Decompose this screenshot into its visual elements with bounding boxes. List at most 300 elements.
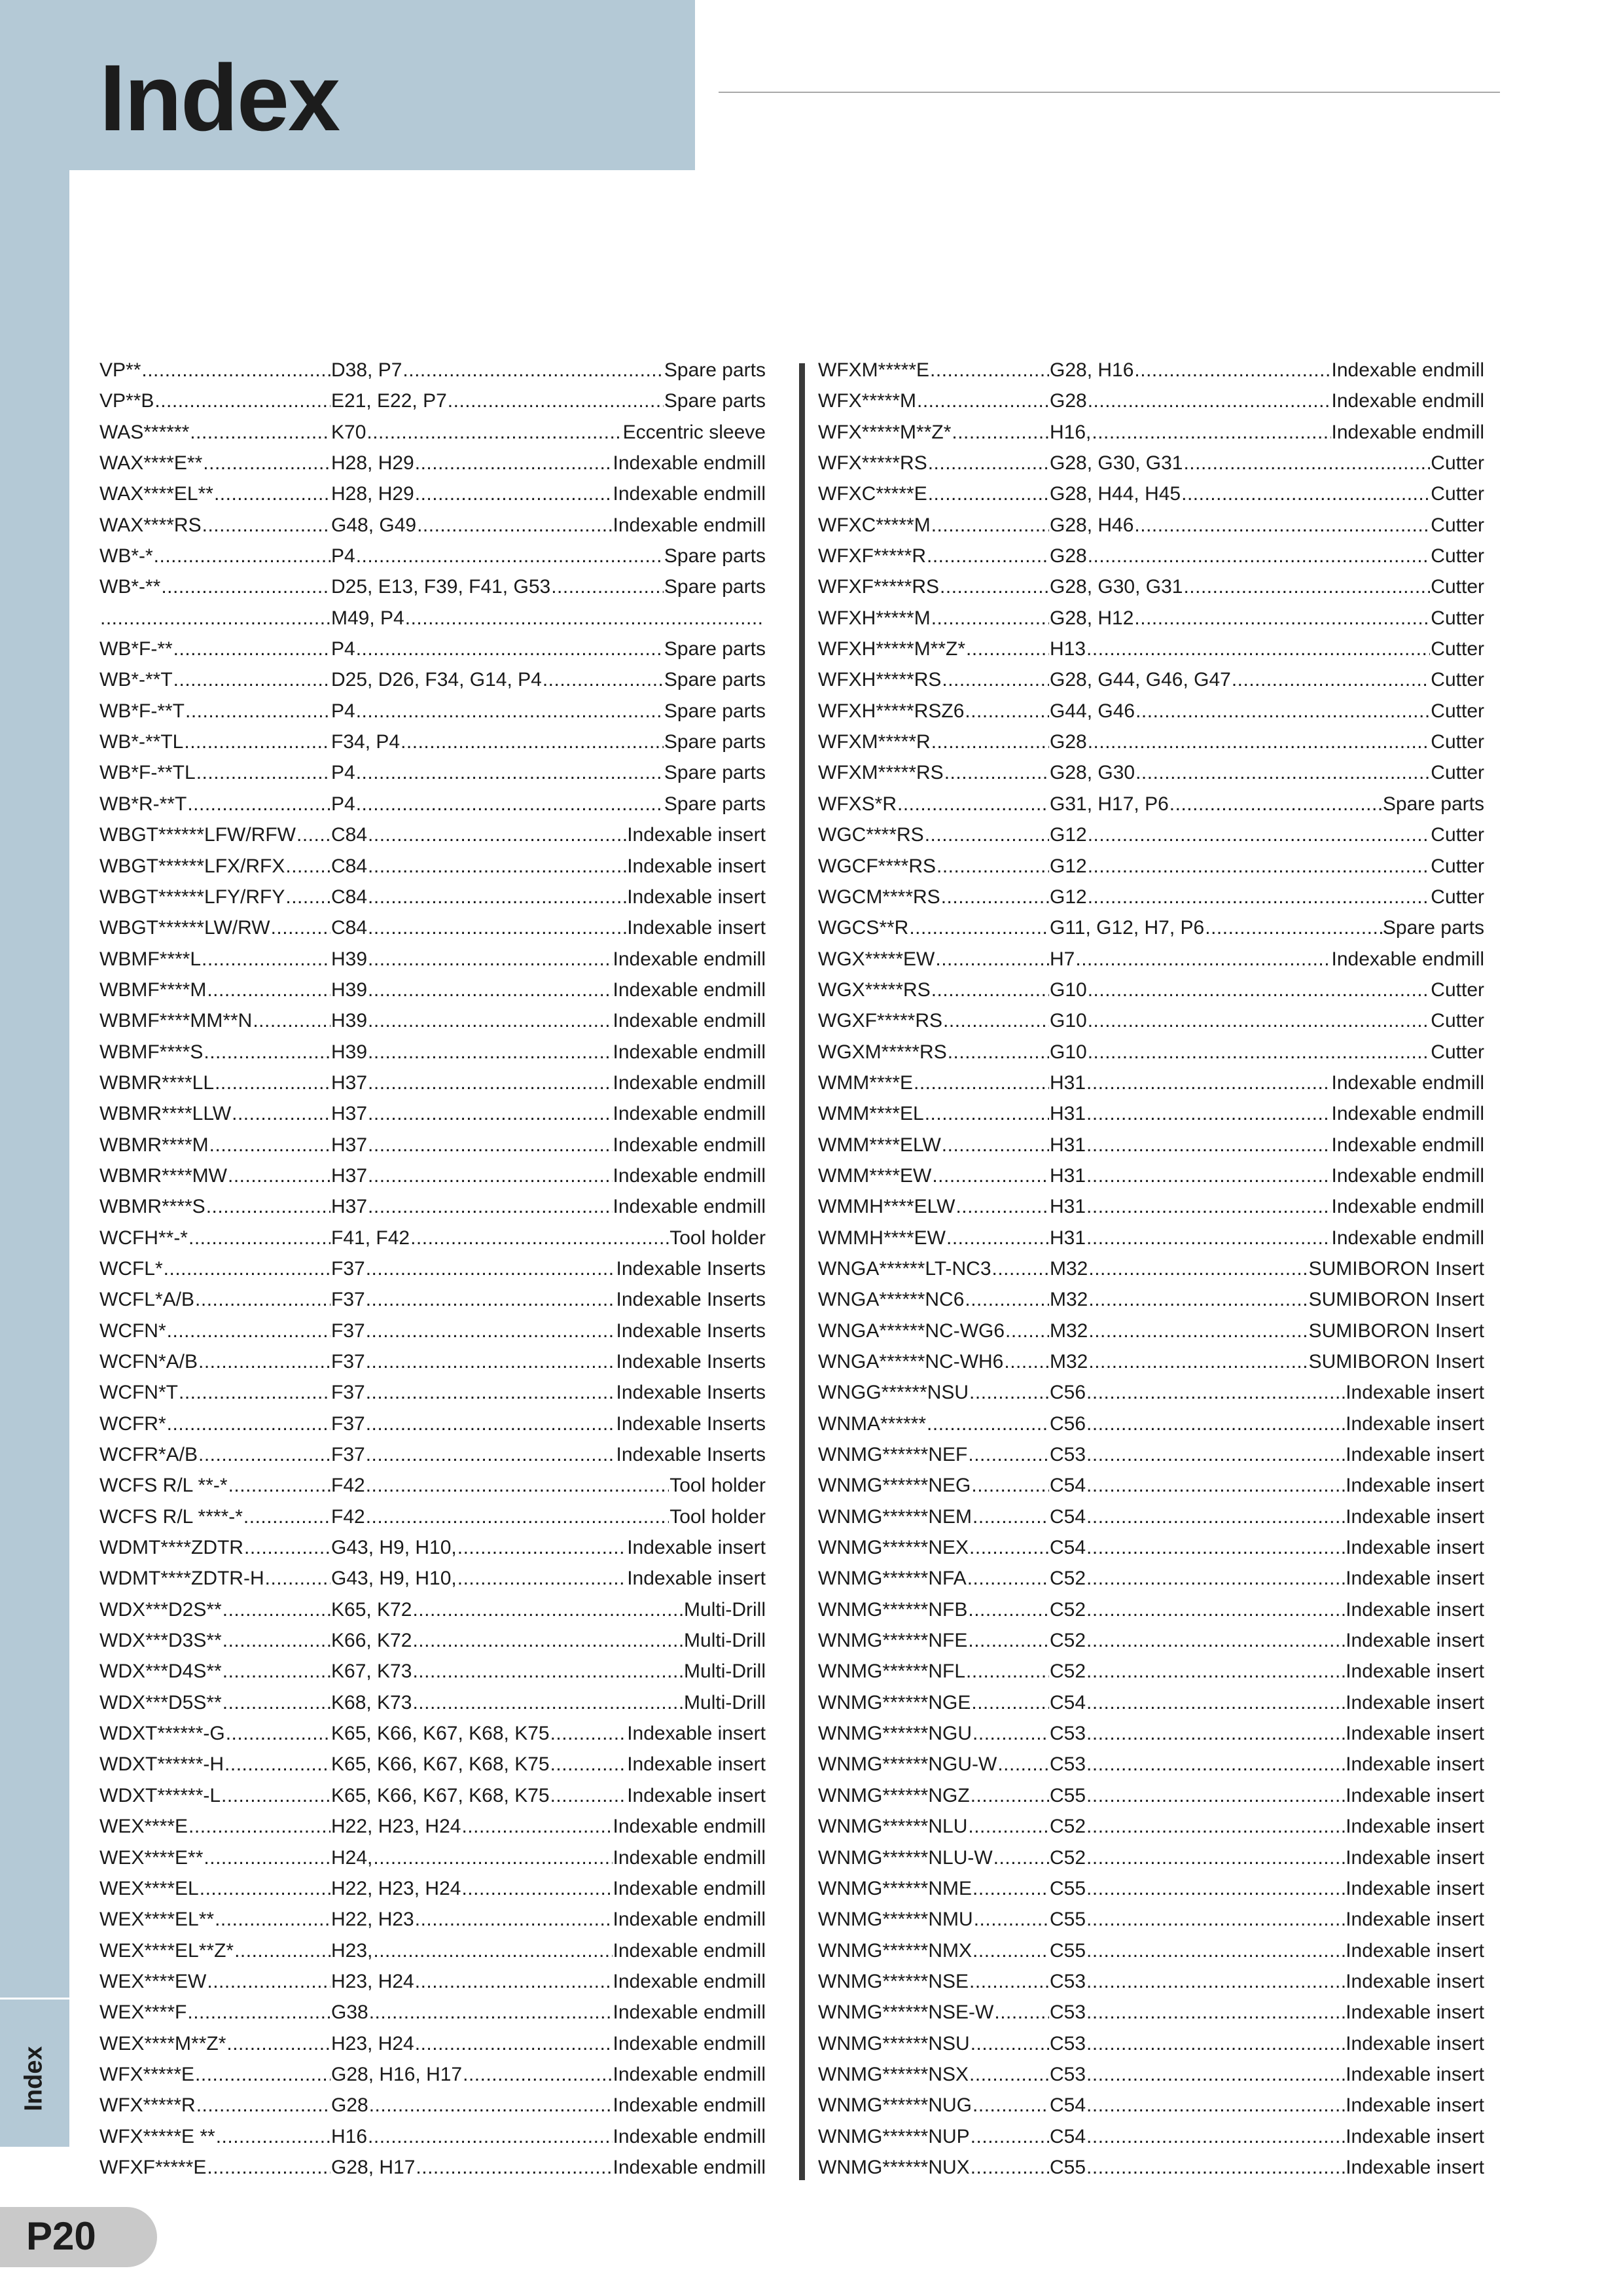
entry-code-cell <box>818 1997 1050 2028</box>
entry-category: Cutter <box>1431 638 1484 660</box>
index-entry <box>818 789 1484 819</box>
dot-leader <box>368 819 626 850</box>
dot-leader <box>1004 1346 1049 1377</box>
index-entry <box>818 1037 1484 1067</box>
entry-category: Indexable Inserts <box>616 1412 766 1435</box>
entry-page-ref: G28, G30, G31 <box>1050 576 1183 598</box>
index-entry <box>99 1408 766 1439</box>
index-entry <box>99 386 766 416</box>
entry-code-cell <box>818 1904 1050 1935</box>
dot-leader <box>188 1223 330 1253</box>
dot-leader <box>971 1470 1049 1501</box>
entry-category: Indexable insert <box>1346 1475 1484 1497</box>
entry-code-cell <box>818 1935 1050 1966</box>
dot-leader <box>356 789 664 819</box>
index-entry <box>818 1191 1484 1222</box>
dot-leader <box>972 1873 1049 1904</box>
dot-leader <box>952 417 1049 448</box>
index-entry <box>99 1625 766 1656</box>
index-entry <box>99 478 766 509</box>
dot-leader <box>173 664 330 695</box>
dot-leader <box>410 1223 669 1253</box>
dot-leader <box>1135 757 1430 788</box>
entry-page-ref: C54 <box>1050 1505 1086 1528</box>
dot-leader <box>935 944 1049 975</box>
entry-detail-cell <box>331 1470 766 1501</box>
entry-code: WGCS**R <box>818 917 909 939</box>
dot-leader <box>1086 1873 1345 1904</box>
entry-code-cell <box>99 1749 331 1780</box>
entry-category: Indexable insert <box>627 855 766 877</box>
entry-detail-cell <box>1050 1501 1484 1532</box>
entry-detail-cell <box>331 1656 766 1687</box>
entry-code: WMMH****EW <box>818 1227 946 1249</box>
entry-code: WCFL* <box>99 1257 163 1280</box>
dot-leader <box>1086 1563 1345 1594</box>
entry-category: Indexable insert <box>1346 1909 1484 1931</box>
entry-code-cell <box>99 1191 331 1222</box>
entry-page-ref: E21, E22, P7 <box>331 390 447 412</box>
entry-category: Indexable endmill <box>1331 1071 1484 1094</box>
entry-category: Indexable endmill <box>613 1939 766 1962</box>
entry-code-cell <box>818 1687 1050 1718</box>
entry-page-ref: G28, G44, G46, G47 <box>1050 669 1231 691</box>
entry-category: Indexable endmill <box>1331 948 1484 970</box>
entry-code: WNMG******NEG <box>818 1475 971 1497</box>
dot-leader <box>1086 2028 1345 2059</box>
entry-detail-cell <box>1050 510 1484 541</box>
entry-detail-cell <box>1050 2059 1484 2090</box>
entry-detail-cell <box>1050 944 1484 975</box>
dot-leader <box>1086 1067 1330 1098</box>
index-entry <box>818 1253 1484 1284</box>
dot-leader <box>1086 634 1430 664</box>
entry-category: Indexable insert <box>627 1537 766 1559</box>
index-entry <box>818 478 1484 509</box>
entry-code: WFXS*R <box>818 793 897 815</box>
entry-page-ref: G28, H12 <box>1050 607 1134 629</box>
entry-page-ref: C52 <box>1050 1598 1086 1621</box>
entry-code-cell <box>818 1067 1050 1098</box>
entry-category: Indexable endmill <box>1331 1227 1484 1249</box>
entry-code: WNGA******NC-WH6 <box>818 1351 1004 1372</box>
dot-leader <box>415 448 613 478</box>
index-entry <box>818 1470 1484 1501</box>
entry-page-ref: D25, E13, F39, F41, G53 <box>331 576 551 598</box>
dot-leader <box>969 2059 1049 2090</box>
index-entry <box>99 1191 766 1222</box>
entry-code-cell <box>818 355 1050 386</box>
dot-leader <box>185 696 330 726</box>
entry-category: Indexable endmill <box>613 978 766 1001</box>
index-column-right <box>818 355 1484 2183</box>
entry-page-ref: G28, H44, H45 <box>1050 483 1181 505</box>
dot-leader <box>202 944 330 975</box>
entry-code-cell <box>99 1316 331 1346</box>
entry-page-ref: G28 <box>331 2094 368 2117</box>
entry-detail-cell <box>331 1223 766 1253</box>
entry-code-cell <box>818 448 1050 478</box>
entry-category: Cutter <box>1431 483 1484 505</box>
dot-leader <box>1134 510 1430 541</box>
entry-code-cell <box>818 1284 1050 1315</box>
entry-page-ref: P4 <box>331 638 355 660</box>
dot-leader <box>931 975 1049 1005</box>
entry-category: Cutter <box>1431 607 1484 629</box>
dot-leader <box>1088 726 1431 757</box>
entry-detail-cell <box>1050 975 1484 1005</box>
entry-page-ref: G31, H17, P6 <box>1050 793 1169 815</box>
index-entry <box>818 1408 1484 1439</box>
entry-page-ref: G10 <box>1050 1041 1087 1063</box>
entry-detail-cell <box>331 1532 766 1563</box>
dot-leader <box>968 1594 1049 1625</box>
dot-leader <box>1088 882 1431 912</box>
entry-code: WCFR* <box>99 1412 166 1435</box>
index-entry <box>818 1439 1484 1470</box>
dot-leader <box>931 603 1049 634</box>
dot-leader <box>448 386 664 416</box>
entry-detail-cell <box>331 634 766 664</box>
entry-category: Indexable endmill <box>1331 1164 1484 1187</box>
dot-leader <box>1086 2059 1345 2090</box>
entry-page-ref: C84 <box>331 886 368 908</box>
dot-leader <box>993 1842 1049 1873</box>
entry-detail-cell <box>1050 1718 1484 1749</box>
dot-leader <box>226 1718 330 1749</box>
entry-code-cell <box>818 1098 1050 1129</box>
index-entry <box>99 2152 766 2183</box>
dot-leader <box>366 1408 616 1439</box>
entry-detail-cell <box>331 1439 766 1470</box>
dot-leader <box>1088 1346 1308 1377</box>
index-entry <box>99 1346 766 1377</box>
entry-code: WNGA******NC-WG6 <box>818 1319 1005 1342</box>
entry-page-ref: K68, K73 <box>331 1691 412 1713</box>
entry-code: WBMR****S <box>99 1196 205 1218</box>
dot-leader <box>1088 1284 1308 1315</box>
entry-category: Spare parts <box>1382 793 1484 815</box>
dot-leader <box>195 2059 330 2090</box>
entry-category: Indexable endmill <box>613 1846 766 1869</box>
entry-code: WGXF*****RS <box>818 1010 943 1032</box>
entry-page-ref: D38, P7 <box>331 359 402 381</box>
dot-leader <box>971 1687 1049 1718</box>
entry-page-ref: H16, <box>1050 421 1092 443</box>
entry-detail-cell <box>331 882 766 912</box>
index-entry <box>99 1873 766 1904</box>
entry-category: Cutter <box>1431 731 1484 753</box>
entry-category: Cutter <box>1431 545 1484 567</box>
entry-code: WFXF*****R <box>818 545 927 567</box>
index-entry <box>818 417 1484 448</box>
entry-category: Multi-Drill <box>684 1598 766 1621</box>
dot-leader <box>1086 2152 1345 2183</box>
entry-category: Indexable insert <box>627 1568 766 1590</box>
entry-code-cell <box>99 1873 331 1904</box>
dot-leader <box>196 757 330 788</box>
index-entry <box>99 510 766 541</box>
entry-page-ref: F41, F42 <box>331 1227 410 1249</box>
dot-leader <box>968 1625 1049 1656</box>
dot-leader <box>187 1997 330 2028</box>
index-entry <box>818 1749 1484 1780</box>
dot-leader <box>198 1439 330 1470</box>
dot-leader <box>1134 355 1330 386</box>
entry-code-cell <box>99 819 331 850</box>
entry-category: Indexable insert <box>627 1753 766 1776</box>
dot-leader <box>955 1191 1049 1222</box>
entry-page-ref: C53 <box>1050 1444 1086 1466</box>
entry-category: Indexable insert <box>1346 1444 1484 1466</box>
dot-leader <box>997 1749 1049 1780</box>
entry-code: WGCF****RS <box>818 855 936 877</box>
entry-page-ref: G44, G46 <box>1050 700 1135 722</box>
entry-code-cell <box>99 634 331 664</box>
dot-leader <box>369 1997 613 2028</box>
entry-category: Eccentric sleeve <box>622 421 766 443</box>
entry-code: WDXT******-L <box>99 1784 221 1806</box>
dot-leader <box>1088 541 1431 571</box>
entry-page-ref: P4 <box>331 700 355 722</box>
dot-leader <box>167 1408 330 1439</box>
index-entry <box>99 1935 766 1966</box>
entry-code: VP** <box>99 359 141 381</box>
entry-code-cell <box>99 1098 331 1129</box>
dot-leader <box>154 386 330 416</box>
index-entry <box>99 912 766 943</box>
entry-category: Cutter <box>1431 1041 1484 1063</box>
entry-code-cell <box>99 541 331 571</box>
entry-page-ref: G28, G30 <box>1050 762 1135 784</box>
dot-leader <box>215 1067 330 1098</box>
entry-code: WB*-* <box>99 545 153 567</box>
entry-code: WB*-**T <box>99 669 173 691</box>
dot-leader <box>1086 1718 1345 1749</box>
entry-detail-cell <box>1050 1842 1484 1873</box>
dot-leader <box>1088 386 1331 416</box>
entry-code-cell <box>99 1223 331 1253</box>
entry-category: Indexable insert <box>627 917 766 939</box>
dot-leader <box>1135 696 1430 726</box>
entry-code: WCFN* <box>99 1319 166 1342</box>
entry-code-cell <box>818 2152 1050 2183</box>
dot-leader <box>1183 571 1430 602</box>
dot-leader <box>457 1532 626 1563</box>
entry-page-ref: K67, K73 <box>331 1660 412 1683</box>
dot-leader <box>971 1780 1049 1811</box>
index-entry <box>99 2028 766 2059</box>
entry-detail-cell <box>331 1780 766 1811</box>
index-entry <box>99 355 766 386</box>
entry-code: WNMG******NME <box>818 1877 972 1899</box>
dot-leader <box>927 541 1049 571</box>
entry-code: WFX*****M**Z* <box>818 421 952 443</box>
entry-detail-cell <box>1050 1656 1484 1687</box>
index-entry <box>99 1501 766 1532</box>
dot-leader <box>368 1067 612 1098</box>
index-entry <box>818 1625 1484 1656</box>
entry-code: WNMG******NGE <box>818 1691 971 1713</box>
entry-detail-cell <box>331 448 766 478</box>
entry-code: WNMG******NEF <box>818 1444 968 1466</box>
entry-detail-cell <box>1050 1749 1484 1780</box>
entry-category: Indexable insert <box>1346 1568 1484 1590</box>
entry-detail-cell <box>1050 789 1484 819</box>
dot-leader <box>1086 1687 1345 1718</box>
index-entry <box>818 1377 1484 1408</box>
dot-leader <box>366 1470 669 1501</box>
entry-page-ref: M49, P4 <box>331 607 404 629</box>
index-entry <box>99 1966 766 1997</box>
index-entry <box>818 1532 1484 1563</box>
entry-code: WNMG******NFA <box>818 1568 967 1590</box>
dot-leader <box>936 851 1049 882</box>
entry-code: WEX****E <box>99 1816 188 1838</box>
entry-page-ref: H31 <box>1050 1071 1086 1094</box>
entry-detail-cell <box>331 912 766 943</box>
entry-category: Cutter <box>1431 1010 1484 1032</box>
entry-code: WCFS R/L **-* <box>99 1475 228 1497</box>
entry-code-cell <box>99 510 331 541</box>
dot-leader <box>897 789 1049 819</box>
dot-leader <box>368 1037 612 1067</box>
index-entry <box>99 1377 766 1408</box>
entry-detail-cell <box>331 386 766 416</box>
entry-detail-cell <box>331 478 766 509</box>
entry-code: WFXH*****RSZ6 <box>818 700 965 722</box>
dot-leader <box>228 1160 330 1191</box>
entry-code: WNGG******NSU <box>818 1382 969 1404</box>
entry-page-ref: F37 <box>331 1289 365 1311</box>
entry-code-cell <box>99 417 331 448</box>
entry-code-cell <box>818 1966 1050 1997</box>
entry-page-ref: C53 <box>1050 2001 1086 2024</box>
dot-leader <box>974 1904 1049 1935</box>
dot-leader <box>412 1594 683 1625</box>
entry-code: WGC****RS <box>818 824 924 846</box>
entry-page-ref: G28, H46 <box>1050 514 1134 536</box>
entry-category: Spare parts <box>664 793 766 815</box>
entry-category: Indexable endmill <box>613 1196 766 1218</box>
entry-code-cell <box>99 851 331 882</box>
entry-detail-cell <box>331 603 766 634</box>
entry-page-ref: C84 <box>331 855 368 877</box>
dot-leader <box>368 882 626 912</box>
entry-code-cell <box>99 757 331 788</box>
dot-leader <box>457 1563 626 1594</box>
entry-code: WGXM*****RS <box>818 1041 947 1063</box>
dot-leader <box>368 912 626 943</box>
entry-detail-cell <box>331 975 766 1005</box>
dot-leader <box>223 1687 330 1718</box>
entry-code: WCFN*T <box>99 1382 178 1404</box>
index-entry <box>99 2121 766 2152</box>
index-entry <box>99 1718 766 1749</box>
dot-leader <box>969 1532 1049 1563</box>
dot-leader <box>244 1532 330 1563</box>
entry-category: Indexable endmill <box>613 2063 766 2085</box>
index-entry <box>99 1005 766 1036</box>
entry-code-cell <box>99 1130 331 1160</box>
entry-page-ref: M32 <box>1050 1257 1088 1280</box>
entry-code: WMM****E <box>818 1071 914 1094</box>
entry-code: WNMG******NGU-W <box>818 1753 997 1776</box>
dot-leader <box>356 541 664 571</box>
entry-detail-cell <box>1050 1966 1484 1997</box>
dot-leader <box>405 603 765 634</box>
dot-leader <box>1086 1470 1345 1501</box>
dot-leader <box>1088 975 1431 1005</box>
entry-detail-cell <box>331 1563 766 1594</box>
entry-code-cell <box>99 2090 331 2121</box>
entry-code-cell <box>818 1532 1050 1563</box>
entry-code: WB*-**TL <box>99 731 184 753</box>
entry-category: Cutter <box>1431 700 1484 722</box>
dot-leader <box>214 478 330 509</box>
entry-detail-cell <box>1050 664 1484 695</box>
dot-leader <box>1086 2121 1345 2152</box>
entry-detail-cell <box>1050 757 1484 788</box>
dot-leader <box>1086 1408 1345 1439</box>
dot-leader <box>368 1191 612 1222</box>
entry-detail-cell <box>1050 417 1484 448</box>
dot-leader <box>1086 1904 1345 1935</box>
entry-code-cell <box>99 1501 331 1532</box>
dot-leader <box>207 1966 330 1997</box>
index-entry <box>99 1842 766 1873</box>
entry-category: Indexable insert <box>1346 1723 1484 1745</box>
dot-leader <box>463 2059 612 2090</box>
entry-code-cell <box>818 1408 1050 1439</box>
dot-leader <box>946 1223 1049 1253</box>
dot-leader <box>1205 912 1382 943</box>
entry-code: WBMR****LL <box>99 1071 215 1094</box>
index-entry <box>818 975 1484 1005</box>
dot-leader <box>914 1067 1049 1098</box>
entry-page-ref: D25, D26, F34, G14, P4 <box>331 669 542 691</box>
dot-leader <box>368 1160 612 1191</box>
entry-code: WCFR*A/B <box>99 1444 198 1466</box>
dot-leader <box>942 1130 1049 1160</box>
dot-leader <box>1086 1532 1345 1563</box>
dot-leader <box>187 789 330 819</box>
entry-code: WDMT****ZDTR <box>99 1537 243 1559</box>
entry-code: WAX****E** <box>99 452 203 475</box>
entry-code: WDXT******-H <box>99 1753 224 1776</box>
entry-category: Indexable Inserts <box>616 1289 766 1311</box>
entry-code: WNMG******NMU <box>818 1909 973 1931</box>
index-entry <box>99 789 766 819</box>
dot-leader <box>1086 1501 1345 1532</box>
entry-detail-cell <box>1050 634 1484 664</box>
dot-leader <box>204 1037 330 1067</box>
index-entry <box>818 1904 1484 1935</box>
entry-code: WCFN*A/B <box>99 1351 198 1372</box>
entry-code-cell <box>818 1656 1050 1687</box>
index-entry <box>818 448 1484 478</box>
entry-code: WGX*****RS <box>818 978 931 1001</box>
entry-category: Indexable endmill <box>613 2001 766 2024</box>
entry-detail-cell <box>1050 2028 1484 2059</box>
dot-leader <box>195 1284 330 1315</box>
entry-code: WBMF****MM**N <box>99 1010 253 1032</box>
entry-code-cell <box>99 1904 331 1935</box>
entry-detail-cell <box>331 1377 766 1408</box>
index-entry <box>99 448 766 478</box>
dot-leader <box>415 2028 613 2059</box>
dot-leader <box>1086 1223 1330 1253</box>
